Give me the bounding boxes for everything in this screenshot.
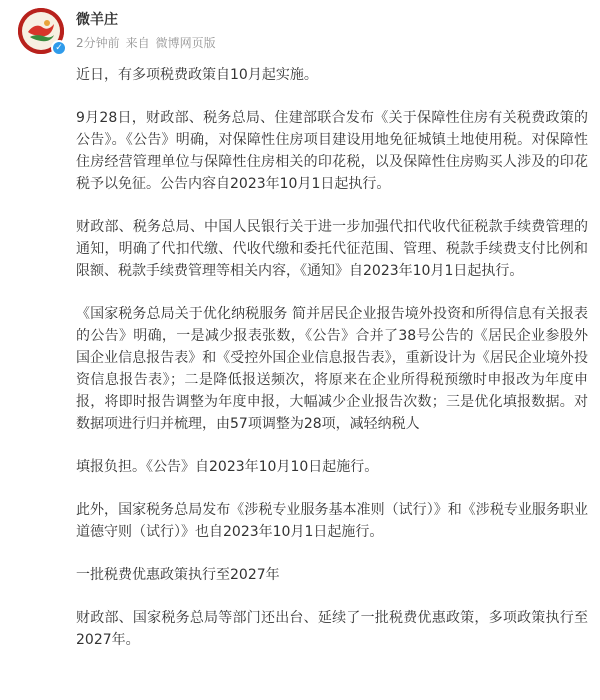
post-paragraph: 财政部、税务总局、中国人民银行关于进一步加强代扣代收代征税款手续费管理的通知，明确了代扣代缴、代收代缴和委托代征范围、管理、税款手续费支付比例和限额、税款手续费管理等相关内容，《通知》自2023年10月1日起执行。	[76, 219, 588, 279]
post-meta	[76, 34, 222, 51]
user-name[interactable]: 微羊庄	[76, 12, 118, 28]
post-paragraph: 填报负担。《公告》自2023年10月10日起施行。	[76, 459, 379, 475]
post-content	[76, 64, 588, 672]
post-paragraph: 《国家税务总局关于优化纳税服务 简并居民企业报告境外投资和所得信息有关报表的公告》明确，一是减少报表张数，《公告》合并了38号公告的《居民企业参股外国企业信息报告表》和《受控外国企业信息报告表》，重新设计为《居民企业境外投资信息报告表》；二是降低报送频次，将原来在企业所得税预缴时申报改为年度申报，将即时报告调整为年度申报，大幅减少企业报告次数；三是优化填报数据。对数据项进行归并梳理，由57项调整为28项，减轻纳税人	[76, 306, 588, 432]
post-paragraph: 此外，国家税务总局发布《涉税专业服务基本准则（试行）》和《涉税专业服务职业道德守则（试行）》也自2023年10月1日起施行。	[76, 502, 588, 540]
post-from-label: 来自	[125, 36, 150, 50]
post-time[interactable]: 2分钟前	[76, 36, 120, 50]
post-paragraph: 财政部、国家税务总局等部门还出台、延续了一批税费优惠政策，多项政策执行至2027年。	[76, 610, 588, 648]
post-paragraph: 近日，有多项税费政策自10月起实施。	[76, 67, 318, 83]
post-source[interactable]: 微博网页版	[155, 36, 216, 50]
post-paragraph: 9月28日，财政部、税务总局、住建部联合发布《关于保障性住房有关税费政策的公告》。《公告》明确，对保障性住房项目建设用地免征城镇土地使用税。对保障性住房经营管理单位与保障性住房相关的印花税，以及保障性住房购买人涉及的印花税予以免征。公告内容自2023年10月1日起执行。	[76, 110, 588, 192]
post-paragraph: 一批税费优惠政策执行至2027年	[76, 567, 280, 583]
avatar[interactable]	[18, 8, 64, 54]
verified-badge-icon: ✓	[51, 40, 67, 56]
